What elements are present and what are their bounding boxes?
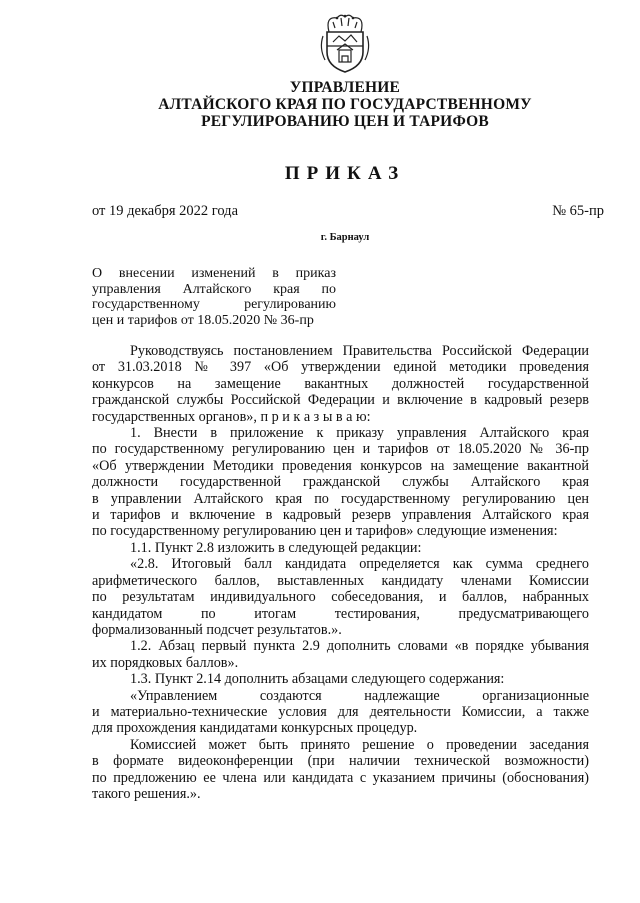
body-line: государственных органов», п р и к а з ы в а ю:	[92, 408, 371, 425]
body-line: по результатам индивидуального собеседования, и баллов, набранных	[92, 589, 589, 606]
org-name-line-1: УПРАВЛЕНИЕ	[289, 79, 401, 96]
body-line: по государственному регулированию цен и тарифов от 18.05.2020 № 36-пр	[92, 441, 589, 458]
body-line: гражданской службы Российской Федерации и включение в кадровый резерв	[92, 392, 589, 409]
body-line: от 31.03.2018 № 397 «Об утверждении единой методики проведения	[92, 359, 589, 376]
body-line: 1.1. Пункт 2.8 изложить в следующей редакции:	[130, 539, 422, 556]
subject-line: О внесении изменений в приказ	[92, 266, 336, 281]
body-line: по государственному регулированию цен и тарифов» следующие изменения:	[92, 523, 558, 540]
subject-line: государственному регулированию	[92, 297, 336, 312]
body-line: в формате видеоконференции (при наличии технической возможности)	[92, 753, 589, 770]
document-subject	[92, 266, 336, 328]
body-line: кандидатом по итогам тестирования, предусматривающего	[92, 605, 589, 622]
document-city: г. Барнаул	[320, 232, 370, 243]
body-line: Руководствуясь постановлением Правительства Российской Федерации	[130, 343, 589, 359]
document-body	[92, 343, 589, 802]
org-name-line-3: РЕГУЛИРОВАНИЮ ЦЕН И ТАРИФОВ	[201, 113, 489, 130]
subject-line: цен и тарифов от 18.05.2020 № 36-пр	[92, 312, 314, 328]
subject-line: управления Алтайского края по	[92, 281, 336, 297]
body-line: формализованный подсчет результатов.».	[92, 621, 342, 638]
body-line: и материально-технические условия для деятельности Комиссии, а также	[92, 703, 589, 720]
body-line: «2.8. Итоговый балл кандидата определяется как сумма среднего	[130, 556, 589, 573]
body-line: по предложению ее члена или кандидата с указанием причины (обоснования)	[92, 769, 589, 786]
document-type-heading: ПРИКАЗ	[284, 163, 406, 184]
document-date: от 19 декабря 2022 года	[92, 203, 238, 219]
body-line: «Управлением создаются надлежащие организационные	[130, 687, 589, 704]
body-line: 1.2. Абзац первый пункта 2.9 дополнить словами «в порядке убывания	[130, 638, 589, 655]
body-line: и тарифов и включение в кадровый резерв управления Алтайского края	[92, 507, 589, 524]
body-line: арифметического баллов, выставленных кандидату членами Комиссии	[92, 572, 589, 589]
body-line: в управлении Алтайского края по государственному регулированию цен	[92, 490, 589, 507]
body-line: должности государственной гражданской службы Алтайского края	[92, 474, 589, 491]
org-name-line-2: АЛТАЙСКОГО КРАЯ ПО ГОСУДАРСТВЕННОМУ	[158, 96, 532, 113]
altai-krai-coat-of-arms-icon	[315, 12, 375, 74]
body-line: конкурсов на замещение вакантных должностей государственной	[92, 375, 589, 392]
body-line: 1. Внести в приложение к приказу управления Алтайского края	[130, 425, 589, 442]
body-line: для прохождения кандидатами конкурсных процедур.	[92, 720, 418, 737]
body-line: такого решения.».	[92, 785, 201, 802]
body-line: Комиссией может быть принято решение о проведении заседания	[130, 736, 589, 753]
body-line: 1.3. Пункт 2.14 дополнить абзацами следующего содержания:	[130, 671, 505, 688]
document-number: № 65-пр	[552, 203, 604, 219]
body-line: их порядковых баллов».	[92, 654, 239, 671]
body-line: «Об утверждении Методики проведения конкурсов на замещение вакантной	[92, 457, 589, 474]
